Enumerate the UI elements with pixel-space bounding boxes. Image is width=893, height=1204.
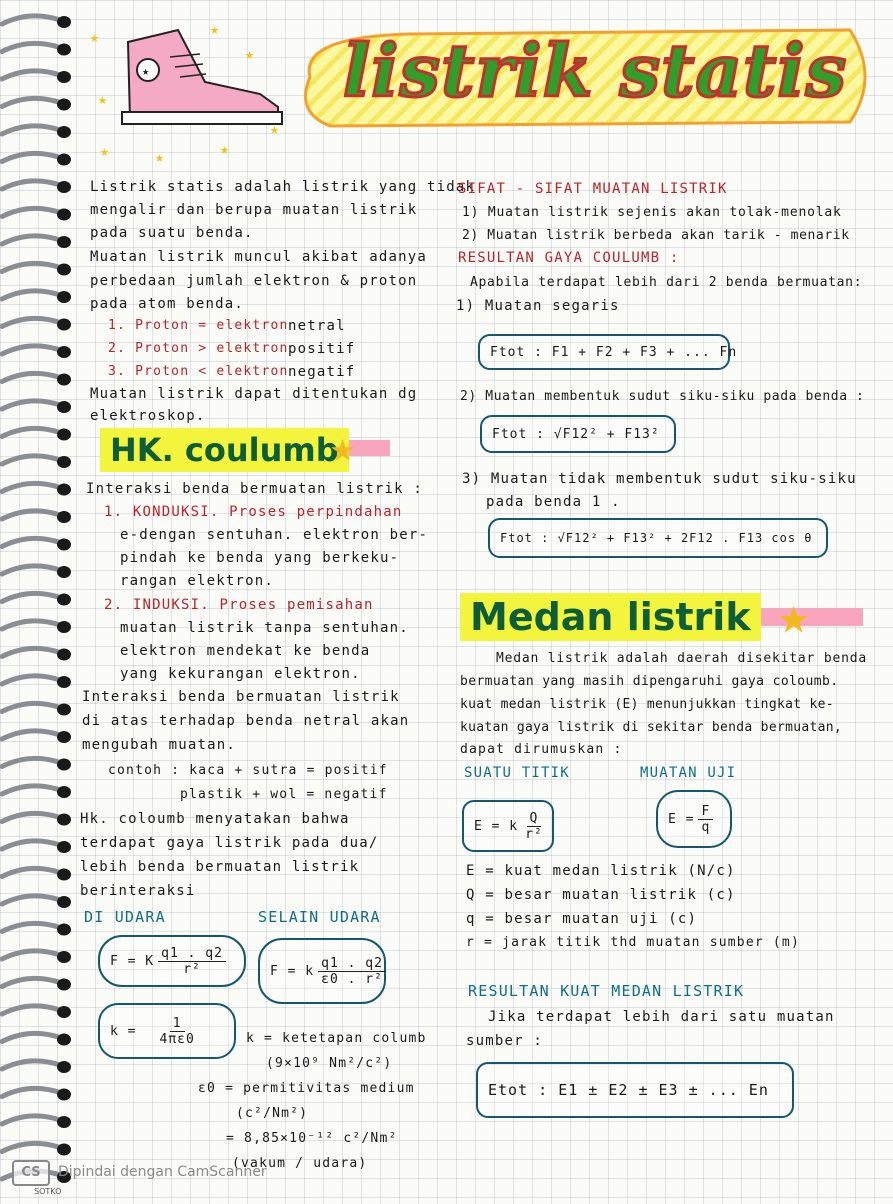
sifat-item-1: 1) Muatan listrik sejenis akan tolak-menolak: [462, 205, 842, 220]
intro-line-1: Listrik statis adalah listrik yang tidak: [90, 179, 476, 195]
keterangan-2: Q = besar muatan listrik (c): [466, 887, 736, 903]
condition-2: 2. Proton > elektron: [108, 341, 289, 356]
spiral-ring: [2, 758, 60, 766]
spiral-hole: [57, 1061, 71, 1073]
resultan-medan-desc-1: Jika terdapat lebih dari satu muatan: [488, 1009, 835, 1025]
spiral-ring: [2, 153, 60, 161]
f-udara-lhs: F = K: [110, 953, 155, 969]
konduksi-line-1: 1. KONDUKSI. Proses perpindahan: [104, 504, 403, 520]
interaksi-netral-3: mengubah muatan.: [82, 737, 237, 753]
f-udara-denominator: r²: [183, 961, 201, 977]
formula-ftot-3: Ftot : √F12² + F13² + 2F12 . F13 cos θ: [488, 518, 828, 558]
medan-desc-4: kuatan gaya listrik di sekitar benda bermuatan,: [460, 720, 842, 735]
scanner-logo: CS: [12, 1160, 50, 1186]
konduksi-line-3: pindah ke benda yang berkeku-: [120, 550, 400, 566]
spiral-hole: [57, 1089, 71, 1101]
spiral-ring: [2, 593, 60, 601]
resultan-medan-title: RESULTAN KUAT MEDAN LISTRIK: [468, 982, 745, 1000]
spiral-ring: [2, 538, 60, 546]
formula-e-uji: [656, 790, 732, 848]
e-uji-denominator: q: [701, 819, 711, 835]
spiral-ring: [2, 43, 60, 51]
formula-etot: Etot : E1 ± E2 ± E3 ± ... En: [476, 1062, 794, 1118]
intro-line-3: pada suatu benda.: [90, 225, 254, 241]
spiral-hole: [57, 16, 71, 28]
spiral-hole: [57, 99, 71, 111]
konduksi-line-4: rangan elektron.: [120, 573, 275, 589]
spiral-hole: [57, 814, 71, 826]
induksi-line-1: 2. INDUKSI. Proses pemisahan: [104, 597, 374, 613]
condition-1: 1. Proton = elektron: [108, 318, 289, 333]
spiral-hole: [57, 346, 71, 358]
spiral-ring: [2, 483, 60, 491]
spiral-hole: [57, 264, 71, 276]
spiral-binding: [0, 0, 75, 1200]
e-uji-numerator: F: [698, 804, 713, 820]
formula-ftot-2: Ftot : √F12² + F13²: [480, 415, 676, 453]
spiral-hole: [57, 291, 71, 303]
formula-f-udara: [98, 935, 246, 987]
eps-desc-1: ε0 = permitivitas medium: [198, 1081, 415, 1096]
medan-heading: Medan listrik: [460, 593, 761, 641]
k-fraction: [156, 1016, 197, 1047]
spiral-ring: [2, 676, 60, 684]
eps-desc-4: (vakum / udara): [232, 1156, 368, 1171]
spiral-ring: [2, 263, 60, 271]
spiral-ring: [2, 71, 60, 79]
spiral-hole: [57, 456, 71, 468]
medan-desc-2: bermuatan yang masih dipengaruhi gaya coloumb.: [460, 674, 839, 689]
hukum-line-4: berinteraksi: [80, 883, 196, 899]
svg-text:★: ★: [142, 64, 150, 78]
spiral-hole: [57, 154, 71, 166]
interaksi-netral-2: di atas terhadap benda netral akan: [82, 713, 410, 729]
condition-3-result: negatif: [288, 364, 356, 380]
induksi-line-4: yang kekurangan elektron.: [120, 666, 361, 682]
induksi-line-2: muatan listrik tanpa sentuhan.: [120, 620, 409, 636]
spiral-ring: [2, 373, 60, 381]
contoh-line-1: contoh : kaca + sutra = positif: [108, 763, 388, 778]
spiral-hole: [57, 869, 71, 881]
spiral-hole: [57, 704, 71, 716]
spiral-ring: [2, 1143, 60, 1151]
spiral-ring: [2, 1088, 60, 1096]
f-udara-fraction: [158, 946, 226, 977]
spiral-hole: [57, 511, 71, 523]
spiral-ring: [2, 456, 60, 464]
spiral-hole: [57, 1006, 71, 1018]
spiral-ring: [2, 951, 60, 959]
hukum-line-1: Hk. coloumb menyatakan bahwa: [80, 811, 350, 827]
sifat-item-2: 2) Muatan listrik berbeda akan tarik - menarik: [462, 228, 850, 243]
sifat-title: SIFAT - SIFAT MUATAN LISTRIK: [458, 181, 728, 197]
intro-line-5: perbedaan jumlah elektron & proton: [90, 273, 418, 289]
e-titik-lhs: E = k: [474, 818, 519, 834]
spiral-hole: [57, 731, 71, 743]
e-titik-numerator: Q: [527, 811, 542, 827]
f-selain-fraction: [318, 956, 386, 987]
spiral-hole: [57, 429, 71, 441]
spiral-ring: [2, 318, 60, 326]
spiral-ring: [2, 786, 60, 794]
f-selain-numerator: q1 . q2: [318, 956, 386, 972]
tidak-siku-1: 3) Muatan tidak membentuk sudut siku-siku: [462, 471, 857, 487]
spiral-ring: [2, 401, 60, 409]
spiral-hole: [57, 1144, 71, 1156]
spiral-ring: [2, 896, 60, 904]
electroscope-line-2: elektroskop.: [90, 408, 206, 424]
spiral-ring: [2, 813, 60, 821]
segaris-label: 1) Muatan segaris: [456, 298, 620, 314]
intro-line-2: mengalir dan berupa muatan listrik: [90, 202, 418, 218]
condition-1-result: netral: [288, 318, 346, 334]
spiral-hole: [57, 539, 71, 551]
formula-k: [98, 1003, 236, 1059]
spiral-rings: [0, 0, 75, 1200]
formula-ftot-1: Ftot : F1 + F2 + F3 + ... Fn: [478, 334, 730, 370]
keterangan-1: E = kuat medan listrik (N/c): [466, 863, 736, 879]
spiral-hole: [57, 896, 71, 908]
formula-f-selain: [258, 938, 386, 1004]
e-uji-lhs: E =: [668, 811, 695, 827]
spiral-hole: [57, 594, 71, 606]
spiral-ring: [2, 621, 60, 629]
k-desc-2: (9×10⁹ Nm²/c²): [266, 1056, 393, 1071]
star-decorations: ★ ★ ★ ★ ★ ★ ★ ★: [90, 20, 280, 166]
induksi-line-3: elektron mendekat ke benda: [120, 643, 371, 659]
spiral-ring: [2, 648, 60, 656]
spiral-hole: [57, 621, 71, 633]
f-udara-numerator: q1 . q2: [158, 946, 226, 962]
k-lhs: k =: [110, 1023, 137, 1039]
spiral-ring: [2, 1116, 60, 1124]
spiral-ring: [2, 346, 60, 354]
interaksi-title: Interaksi benda bermuatan listrik :: [86, 481, 424, 497]
spiral-hole: [57, 71, 71, 83]
muatan-uji-label: MUATAN UJI: [640, 765, 737, 781]
spiral-ring: [2, 978, 60, 986]
spiral-hole: [57, 236, 71, 248]
coulomb-heading: HK. coulumb: [100, 428, 349, 472]
spiral-hole: [57, 319, 71, 331]
e-titik-fraction: [522, 811, 546, 842]
electroscope-line-1: Muatan listrik dapat ditentukan dg: [90, 386, 418, 402]
f-selain-denominator: ε0 . r²: [321, 971, 383, 987]
siku-label: 2) Muatan membentuk sudut siku-siku pada benda :: [460, 389, 865, 404]
spiral-ring: [2, 1006, 60, 1014]
spiral-ring: [2, 511, 60, 519]
contoh-line-2: plastik + wol = negatif: [180, 787, 388, 802]
interaksi-netral-1: Interaksi benda bermuatan listrik: [82, 689, 400, 705]
spiral-ring: [2, 181, 60, 189]
medan-desc-3: kuat medan listrik (E) menunjukkan tingkat ke-: [460, 697, 834, 712]
spiral-hole: [57, 924, 71, 936]
eps-desc-3: = 8,85×10⁻¹² c²/Nm²: [226, 1131, 398, 1146]
condition-3: 3. Proton < elektron: [108, 364, 289, 379]
spiral-hole: [57, 676, 71, 688]
intro-line-6: pada atom benda.: [90, 296, 245, 312]
spiral-ring: [2, 566, 60, 574]
spiral-ring: [2, 291, 60, 299]
spiral-hole: [57, 786, 71, 798]
spiral-ring: [2, 428, 60, 436]
hukum-line-2: terdapat gaya listrik pada dua/: [80, 835, 379, 851]
e-uji-fraction: [698, 804, 713, 835]
k-denominator: 4πε0: [159, 1031, 195, 1047]
konduksi-line-2: e-dengan sentuhan. elektron ber-: [120, 527, 429, 543]
medan-desc-1: Medan listrik adalah daerah disekitar benda: [496, 651, 867, 666]
spiral-ring: [2, 126, 60, 134]
spiral-ring: [2, 16, 60, 24]
k-desc-1: k = ketetapan columb: [246, 1031, 427, 1046]
spiral-hole: [57, 1116, 71, 1128]
spiral-hole: [57, 484, 71, 496]
spiral-hole: [57, 209, 71, 221]
resultan-medan-desc-2: sumber :: [466, 1033, 544, 1049]
coulomb-star-icon: ★: [330, 422, 356, 471]
di-udara-label: DI UDARA: [84, 908, 166, 926]
keterangan-4: r = jarak titik thd muatan sumber (m): [466, 935, 800, 950]
spiral-hole: [57, 649, 71, 661]
medan-star-icon: ★: [778, 586, 810, 646]
intro-line-4: Muatan listrik muncul akibat adanya: [90, 249, 428, 265]
spiral-ring: [2, 868, 60, 876]
medan-desc-5: dapat dirumuskan :: [460, 742, 623, 757]
e-titik-denominator: r²: [525, 826, 543, 842]
spiral-hole: [57, 44, 71, 56]
suatu-titik-label: SUATU TITIK: [464, 765, 570, 781]
f-selain-lhs: F = k: [270, 963, 315, 979]
formula-e-titik: [462, 800, 554, 852]
keterangan-3: q = besar muatan uji (c): [466, 911, 698, 927]
spiral-hole: [57, 841, 71, 853]
tidak-siku-2: pada benda 1 .: [486, 494, 621, 510]
spiral-ring: [2, 703, 60, 711]
scanner-watermark: Dipindai dengan CamScanner: [58, 1164, 267, 1180]
condition-2-result: positif: [288, 341, 356, 357]
spiral-ring: [2, 236, 60, 244]
spiral-hole: [57, 401, 71, 413]
spiral-ring: [2, 731, 60, 739]
spiral-ring: [2, 1033, 60, 1041]
spiral-ring: [2, 923, 60, 931]
hukum-line-3: lebih benda bermuatan listrik: [80, 859, 360, 875]
spiral-ring: [2, 208, 60, 216]
selain-udara-label: SELAIN UDARA: [258, 908, 381, 926]
spiral-hole: [57, 374, 71, 386]
k-numerator: 1: [170, 1016, 185, 1032]
spiral-ring: [2, 98, 60, 106]
spiral-hole: [57, 126, 71, 138]
spiral-hole: [57, 759, 71, 771]
spiral-hole: [57, 1034, 71, 1046]
spiral-hole: [57, 566, 71, 578]
spiral-hole: [57, 951, 71, 963]
eps-desc-2: (c²/Nm²): [236, 1106, 309, 1121]
spiral-hole: [57, 181, 71, 193]
spiral-ring: [2, 1061, 60, 1069]
resultan-title: RESULTAN GAYA COULUMB :: [458, 250, 680, 266]
page-title: listrik statis: [342, 28, 848, 113]
brand-mark: SOTKO: [34, 1187, 62, 1196]
spiral-hole: [57, 979, 71, 991]
resultan-intro: Apabila terdapat lebih dari 2 benda bermuatan:: [470, 275, 863, 290]
spiral-ring: [2, 841, 60, 849]
